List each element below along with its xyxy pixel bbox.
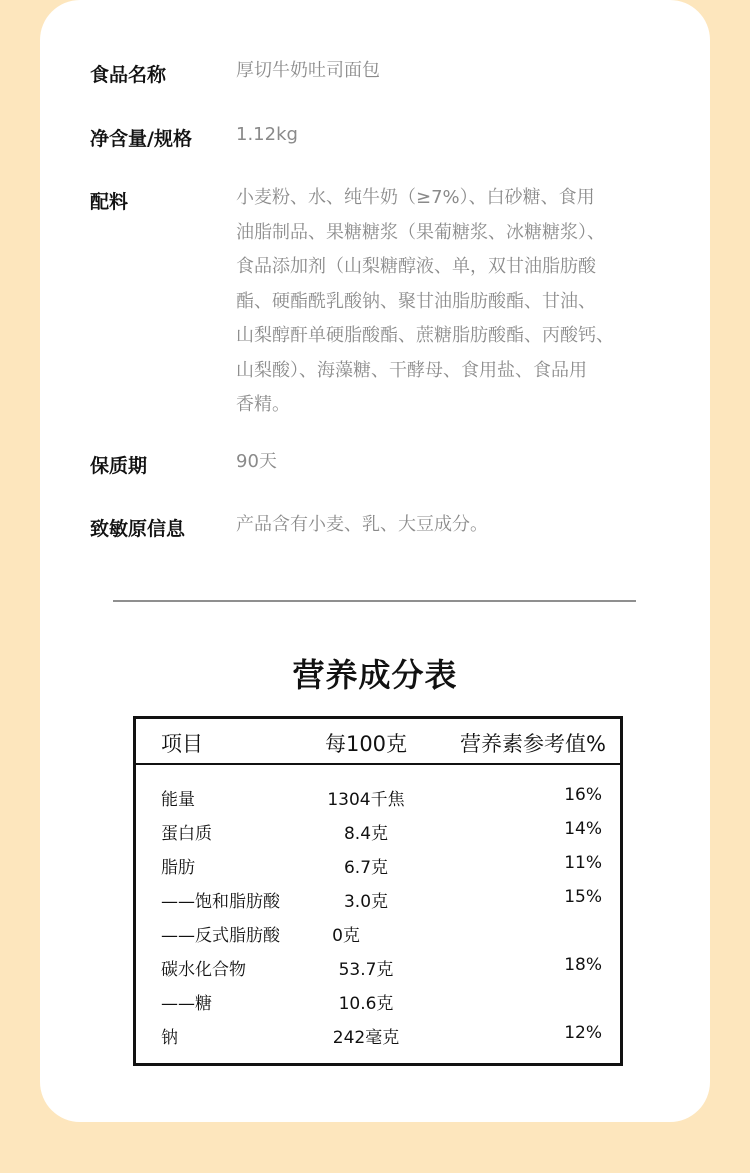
nutrient-nrv: 14%	[564, 819, 602, 839]
header-item: 项目	[161, 732, 203, 756]
nutrient-amount: 8.4克	[343, 824, 389, 844]
nutrient-name: 蛋白质	[161, 824, 212, 844]
nutrient-amount: 3.0克	[343, 892, 389, 912]
ingredients-text	[236, 181, 668, 423]
info-label: 食品名称	[90, 64, 167, 86]
table-header	[136, 719, 620, 765]
table-row	[136, 813, 620, 847]
info-label: 保质期	[90, 455, 148, 477]
ingredients-line: 油脂制品、果糖糖浆（果葡糖浆、冰糖糖浆）、	[236, 221, 605, 243]
nutrient-name: 钠	[161, 1028, 178, 1048]
ingredients-line: 小麦粉、水、纯牛奶（≥7%）、白砂糖、食用	[236, 187, 595, 208]
ingredients-line: 酯、硬酯酰乳酸钠、聚甘油脂肪酸酯、甘油、	[236, 290, 596, 312]
table-row	[136, 847, 620, 881]
table-row	[136, 779, 620, 813]
nutrient-nrv: 12%	[564, 1023, 602, 1043]
header-per-100g: 每100克	[324, 732, 408, 756]
info-label: 净含量/规格	[90, 128, 192, 150]
nutrient-nrv: 16%	[564, 785, 602, 805]
table-row	[136, 983, 620, 1017]
divider	[113, 600, 636, 602]
ingredients-line: 食品添加剂（山梨糖醇液、单，双甘油脂肪酸	[236, 256, 596, 277]
ingredients-line: 山梨酸）、海藻糖、干酵母、食用盐、食品用	[236, 359, 587, 381]
nutrient-nrv: 11%	[564, 853, 602, 873]
nutrient-name: 碳水化合物	[161, 960, 246, 980]
nutrient-amount: 1304千焦	[327, 790, 405, 810]
ingredients-line: 香精。	[236, 394, 290, 415]
ingredients-line: 山梨醇酐单硬脂酸酯、蔗糖脂肪酸酯、丙酸钙、	[236, 325, 614, 346]
table-row	[136, 881, 620, 915]
nutrition-table	[133, 716, 623, 1066]
nutrient-name: ——反式脂肪酸	[161, 926, 280, 946]
nutrient-amount: 6.7克	[343, 858, 389, 878]
info-value: 90天	[236, 451, 277, 472]
nutrient-nrv: 18%	[564, 955, 602, 975]
nutrition-title: 营养成分表	[292, 656, 458, 694]
table-row	[136, 949, 620, 983]
nutrient-name: 脂肪	[161, 858, 195, 878]
nutrient-name: 能量	[161, 790, 195, 810]
table-row	[136, 1017, 620, 1051]
info-value: 1.12kg	[236, 124, 298, 145]
info-card	[40, 0, 710, 1122]
nutrient-nrv: 15%	[564, 887, 602, 907]
header-nrv: 营养素参考值%	[460, 732, 606, 756]
nutrient-amount: 53.7克	[338, 960, 394, 980]
info-label: 致敏原信息	[90, 518, 186, 540]
info-value: 产品含有小麦、乳、大豆成分。	[236, 514, 488, 535]
nutrient-name: ——糖	[161, 994, 212, 1014]
info-value: 厚切牛奶吐司面包	[236, 60, 380, 81]
info-label: 配料	[90, 191, 129, 213]
table-row	[136, 915, 620, 949]
nutrient-amount: 242毫克	[332, 1028, 400, 1048]
nutrient-name: ——饱和脂肪酸	[161, 892, 280, 912]
nutrient-amount: 0克	[332, 926, 360, 946]
nutrient-amount: 10.6克	[338, 994, 394, 1014]
